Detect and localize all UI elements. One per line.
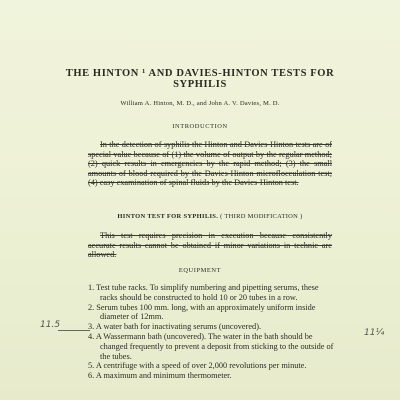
margin-arrow-left — [58, 330, 90, 331]
equipment-item-4: 4. A Wassermann bath (uncovered). The water in the bath should be changed frequently to prevent a deposit from sticking to the outside of the tubes. — [88, 331, 334, 361]
hinton-heading-text: HINTON TEST FOR SYPHILIS. — [117, 213, 219, 220]
hinton-paragraph: This test requires precision in execution because consistently accurate results cannot be obtained if minor variations in technic are allowed. — [88, 231, 332, 260]
authors-line: William A. Hinton, M. D., and John A. V. Davies, M. D. — [120, 100, 280, 107]
title-line-1: THE HINTON ¹ AND DAVIES-HINTON TESTS FOR — [65, 68, 335, 79]
equipment-item-5: 5. A centrifuge with a speed of over 2,000 revolutions per minute. — [88, 361, 307, 371]
equipment-item-6: 6. A maximum and minimum thermometer. — [88, 371, 232, 381]
intro-paragraph: In the detection of syphilis the Hinton and Davies-Hinton tests are of special value because of (1) the volume of output by the regular method; (2) quick results in emergencies by the rapid method; (3) the small amounts of blood required by the Davies-Hinton microflocculation test; (4) easy examination of spinal fluids by the Davies-Hinton test. — [88, 140, 332, 188]
equipment-item-1: 1. Test tube racks. To simplify numbering and pipetting serums, these racks should be constructed to hold 10 or 20 tubes in a row. — [88, 283, 319, 302]
paper-title — [0, 68, 400, 90]
margin-note-left: 11.5 — [40, 320, 61, 330]
equipment-item-3: 3. A water bath for inactivating serums (uncovered). — [88, 322, 262, 332]
title-line-2: SYPHILIS — [173, 79, 227, 90]
margin-note-right: 11¼ — [364, 328, 385, 338]
introduction-heading: INTRODUCTION — [172, 123, 228, 130]
equipment-item-2: 2. Serum tubes 100 mm. long, with an approximately uniform inside diameter of 12mm. — [88, 302, 316, 322]
hinton-heading-annotation: ( THIRD MODIFICATION ) — [220, 213, 303, 220]
equipment-list — [88, 283, 338, 381]
hinton-test-heading — [88, 213, 332, 220]
equipment-heading: EQUIPMENT — [178, 267, 222, 274]
